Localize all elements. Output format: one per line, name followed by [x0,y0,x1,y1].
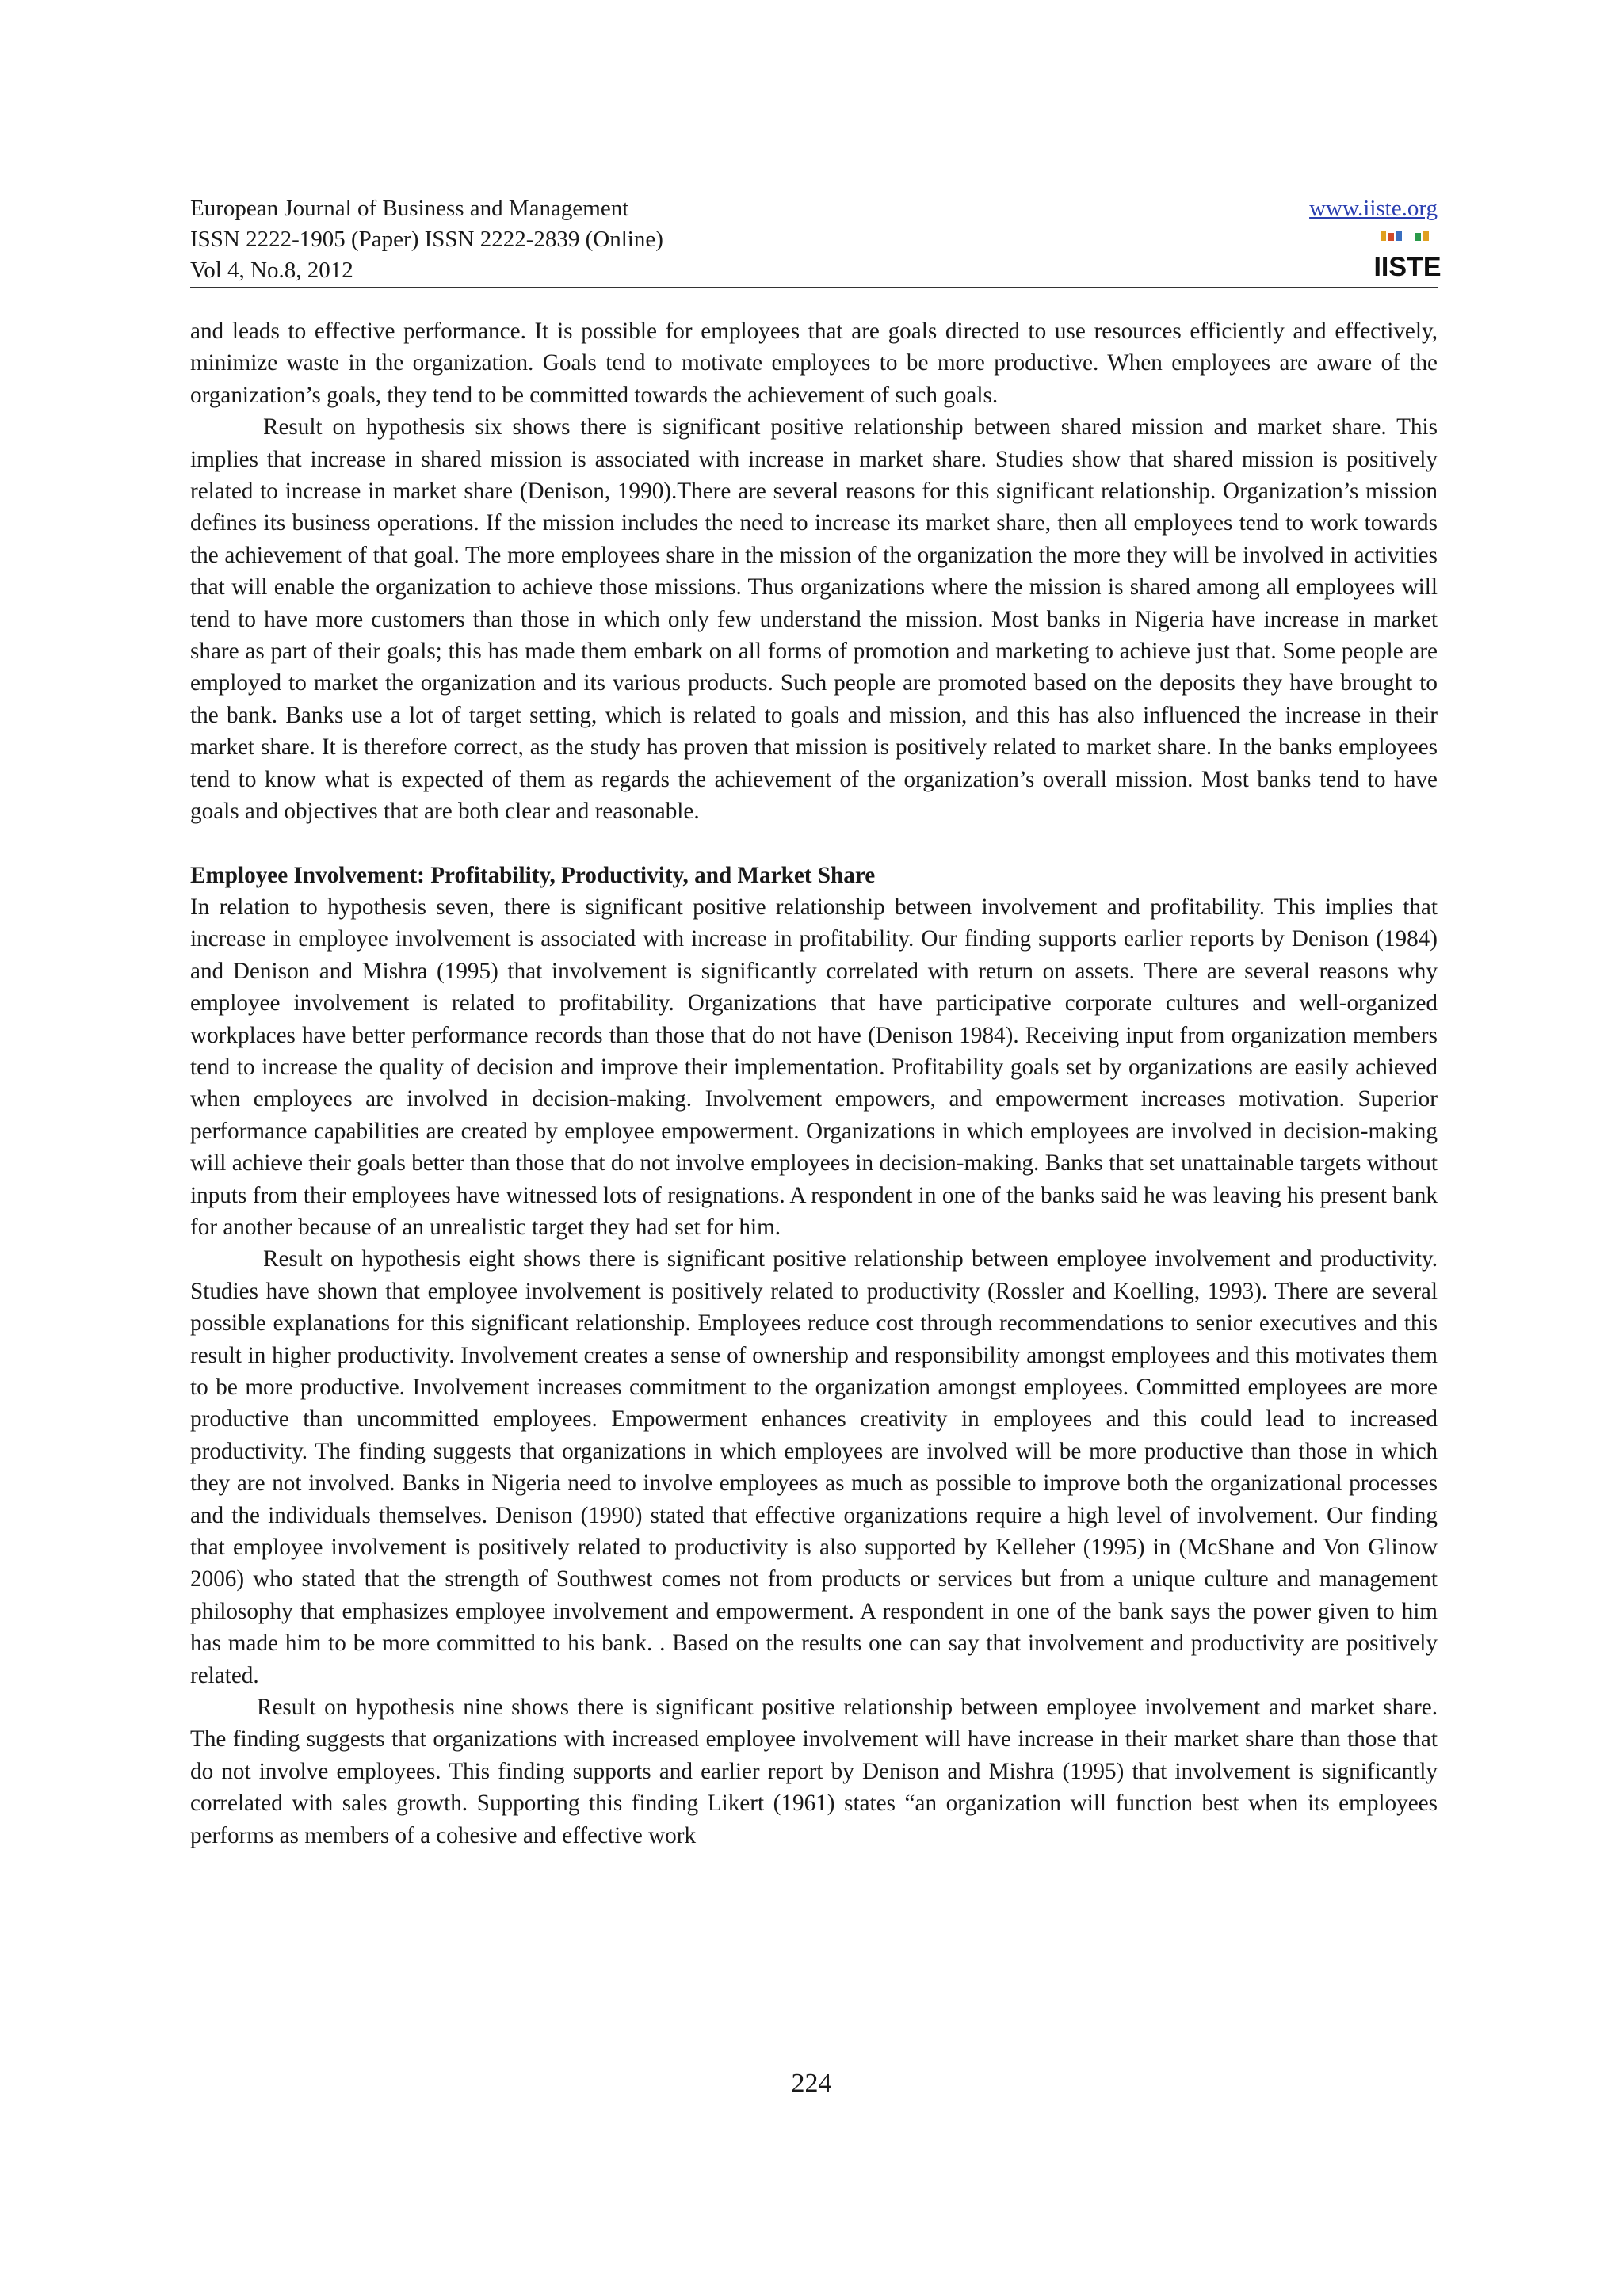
journal-issn: ISSN 2222-1905 (Paper) ISSN 2222-2839 (Online) [190,227,663,252]
iiste-logo [1373,230,1442,282]
journal-info [190,193,663,286]
section-spacer [190,828,1438,860]
article-body [190,315,1438,1852]
journal-volume: Vol 4, No.8, 2012 [190,257,353,283]
journal-title: European Journal of Business and Management [190,196,629,221]
page-header [190,193,1442,288]
page-number: 224 [791,2069,832,2098]
paragraph-hypothesis-eight: Result on hypothesis eight shows there is significant positive relationship between employee involvement and productivity. Studies have shown that employee involvement is positively related to productivity (Rossler and Koelling, 1993). There are several possible explanations for this significant relationship. Employees reduce cost through recommendations to senior executives and this result in higher productivity. Involvement creates a sense of ownership and responsibility amongst employees and this motivates them to be more productive. Involvement increases commitment to the organization amongst employees. Committed employees are more productive than uncommitted employees. Empowerment enhances creativity in employees and this could lead to increased productivity. The finding suggests that organizations in which employees are involved will be more productive than those in which they are not involved. Banks in Nigeria need to involve employees as much as possible to improve both the organizational processes and the individuals themselves. Denison (1990) stated that effective organizations require a high level of involvement. Our finding that employee involvement is positively related to productivity is also supported by Kelleher (1995) in (McShane and Von Glinow 2006) who stated that the strength of Southwest comes not from products or services but from a unique culture and management philosophy that emphasizes employee involvement and empowerment. A respondent in one of the bank says the power given to him has made him to be more committed to his bank. . Based on the results one can say that involvement and productivity are positively related. [190,1246,1438,1688]
journal-url-link[interactable]: www.iiste.org [1309,196,1438,221]
logo-lettering: IISTE [1373,252,1442,282]
paragraph-hypothesis-seven: In relation to hypothesis seven, there is significant positive relationship between involvement and profitability. This implies that increase in employee involvement is associated with increase in profitability. Our finding supports earlier reports by Denison (1984) and Denison and Mishra (1995) that involvement is significantly correlated with return on assets. There are several reasons why employee involvement is related to profitability. Organizations that have participative corporate cultures and well-organized workplaces have better performance records than those that do not have (Denison 1984). Receiving input from organization members tend to increase the quality of decision and improve their implementation. Profitability goals set by organizations are easily achieved when employees are involved in decision-making. Involvement empowers, and empowerment increases motivation. Superior performance capabilities are created by employee empowerment. Organizations in which employees are involved in decision-making will achieve their goals better than those that do not involve employees in decision-making. Banks that set unattainable targets without inputs from their employees have witnessed lots of resignations. A respondent in one of the banks said he was leaving his present bank for another because of an unrealistic target they had set for him. [190,894,1438,1240]
paragraph-hypothesis-six: Result on hypothesis six shows there is significant positive relationship between shared mission and market share. This implies that increase in shared mission is associated with increase in market share. Studies show that shared mission is positively related to increase in market share (Denison, 1990).There are several reasons for this significant relationship. Organization’s mission defines its business operations. If the mission includes the need to increase its market share, then all employees tend to work towards the achievement of that goal. The more employees share in the mission of the organization the more they will be involved in activities that will enable the organization to achieve those missions. Thus organizations where the mission is shared among all employees will tend to have more customers than those in which only few understand the mission. Most banks in Nigeria have increase in market share as part of their goals; this has made them embark on all forms of promotion and marketing to achieve just that. Some people are employed to market the organization and its various products. Such people are promoted based on the deposits they have brought to the bank. Banks use a lot of target setting, which is related to goals and mission, and this has also influenced the increase in their market share. It is therefore correct, as the study has proven that mission is positively related to market share. In the banks employees tend to know what is expected of them as regards the achievement of the organization’s overall mission. Most banks tend to have goals and objectives that are both clear and reasonable. [190,414,1438,825]
paragraph-goals-continued: and leads to effective performance. It is possible for employees that are goals directed to use resources efficiently and effectively, minimize waste in the organization. Goals tend to motivate employees to be more productive. When employees are aware of the organization’s goals, they tend to be committed towards the achievement of such goals. [190,318,1438,408]
section-heading: Employee Involvement: Profitability, Productivity, and Market Share [190,862,876,888]
paragraph-hypothesis-nine: Result on hypothesis nine shows there is significant positive relationship between employee involvement and market share. The finding suggests that organizations with increased employee involvement will have increase in their market share than those that do not involve employees. This finding supports and earlier report by Denison and Mishra (1995) that involvement is significantly correlated with sales growth. Supporting this finding Likert (1961) states “an organization will function best when its employees performs as members of a cohesive and effective work [190,1695,1438,1848]
